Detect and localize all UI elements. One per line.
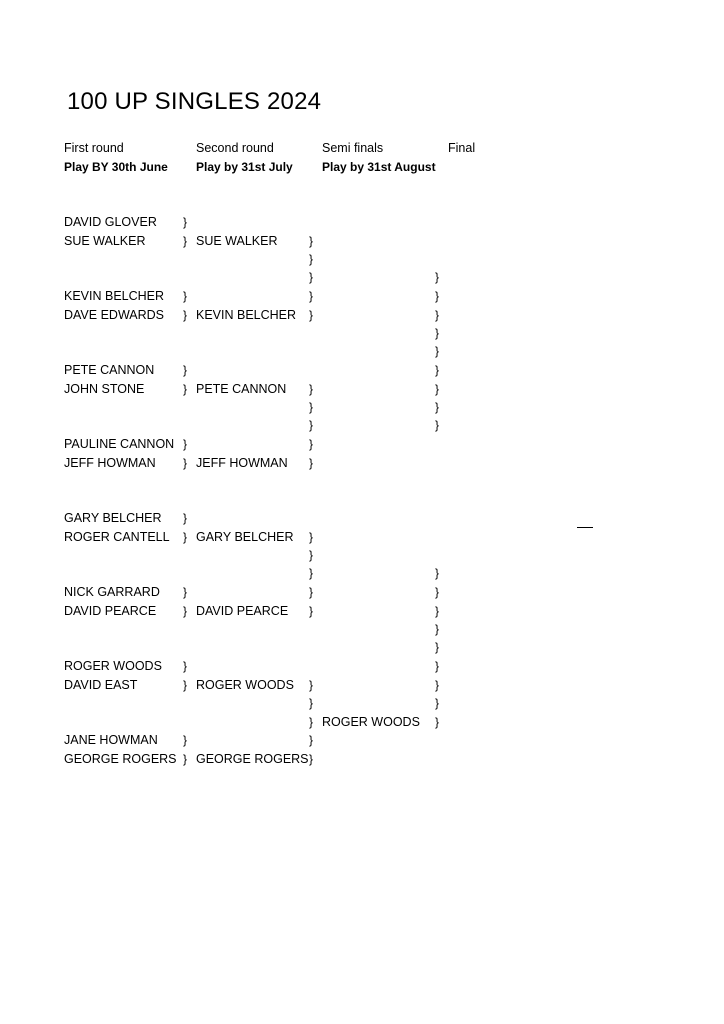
- first-round-player: ROGER WOODS: [64, 659, 162, 673]
- first-round-header: First round: [64, 141, 124, 155]
- semi-finals-header: Semi finals: [322, 141, 384, 155]
- first-round-player: DAVID PEARCE: [64, 604, 157, 618]
- bracket-brace: }: [435, 659, 440, 673]
- bracket-brace: }: [309, 604, 314, 618]
- bracket-brace: }: [309, 715, 314, 729]
- bracket-brace: }: [309, 530, 314, 544]
- bracket-brace: }: [435, 640, 440, 654]
- bracket-brace: }: [309, 456, 314, 470]
- second-round-player: GARY BELCHER: [196, 530, 294, 544]
- bracket-brace: }: [309, 733, 314, 747]
- first-round-player: GARY BELCHER: [64, 511, 162, 525]
- second-round-player: DAVID PEARCE: [196, 604, 289, 618]
- bracket-brace: }: [309, 437, 314, 451]
- bracket-brace: }: [309, 585, 314, 599]
- bracket-brace: }: [309, 270, 314, 284]
- bracket-brace: }: [435, 326, 440, 340]
- bracket-brace: }: [309, 308, 314, 322]
- bracket-brace: }: [183, 659, 188, 673]
- bracket-brace: }: [309, 234, 314, 248]
- first-round-player: ROGER CANTELL: [64, 530, 170, 544]
- bracket-brace: }: [309, 382, 314, 396]
- bracket-brace: }: [435, 363, 440, 377]
- first-round-player: DAVID GLOVER: [64, 215, 157, 229]
- bracket-brace: }: [435, 382, 440, 396]
- first-round-player: PETE CANNON: [64, 363, 155, 377]
- bracket-brace: }: [435, 678, 440, 692]
- bracket-brace: }: [309, 289, 314, 303]
- second-round-player: KEVIN BELCHER: [196, 308, 297, 322]
- second-round-deadline: Play by 31st July: [196, 160, 293, 174]
- first-round-player: JEFF HOWMAN: [64, 456, 156, 470]
- final-line: [577, 527, 593, 528]
- second-round-player: GEORGE ROGERS: [196, 752, 309, 766]
- bracket-brace: }: [309, 252, 314, 266]
- first-round-player: NICK GARRARD: [64, 585, 160, 599]
- first-round-player: DAVE EDWARDS: [64, 308, 165, 322]
- second-round-player: SUE WALKER: [196, 234, 278, 248]
- bracket-brace: }: [309, 696, 314, 710]
- second-round-player: PETE CANNON: [196, 382, 287, 396]
- second-round-player: JEFF HOWMAN: [196, 456, 288, 470]
- semi-final-player: ROGER WOODS: [322, 715, 420, 729]
- first-round-player: JANE HOWMAN: [64, 733, 158, 747]
- first-round-player: KEVIN BELCHER: [64, 289, 165, 303]
- bracket-brace: }: [435, 308, 440, 322]
- final-header: Final: [448, 141, 476, 155]
- bracket-brace: }: [435, 715, 440, 729]
- bracket-brace: }: [309, 400, 314, 414]
- first-round-deadline: Play BY 30th June: [64, 160, 168, 174]
- bracket-brace: }: [183, 215, 188, 229]
- second-round-header: Second round: [196, 141, 274, 155]
- bracket-brace: }: [183, 437, 188, 451]
- bracket-brace: }: [435, 696, 440, 710]
- bracket-brace: }: [309, 418, 314, 432]
- bracket-brace: }: [183, 363, 188, 377]
- first-round-player: PAULINE CANNON: [64, 437, 175, 451]
- bracket-brace: }: [183, 289, 188, 303]
- bracket-brace: }: [435, 400, 440, 414]
- bracket-brace: }: [183, 234, 188, 248]
- second-round-player: ROGER WOODS: [196, 678, 294, 692]
- semi-finals-deadline: Play by 31st August: [322, 160, 436, 174]
- bracket-brace: }: [435, 418, 440, 432]
- bracket-brace: }: [183, 511, 188, 525]
- bracket-brace: }: [309, 678, 314, 692]
- bracket-brace: }: [183, 604, 188, 618]
- bracket-brace: }: [183, 308, 188, 322]
- bracket-brace: }: [435, 566, 440, 580]
- first-round-player: DAVID EAST: [64, 678, 138, 692]
- bracket-brace: }: [183, 585, 188, 599]
- bracket-brace: }: [309, 566, 314, 580]
- bracket-brace: }: [183, 382, 188, 396]
- bracket-brace: }: [183, 678, 188, 692]
- bracket-brace: }: [435, 604, 440, 618]
- bracket-brace: }: [435, 289, 440, 303]
- bracket-brace: }: [309, 548, 314, 562]
- page-title: 100 UP SINGLES 2024: [67, 88, 322, 115]
- first-round-player: SUE WALKER: [64, 234, 146, 248]
- bracket-brace: }: [183, 752, 188, 766]
- bracket-brace: }: [435, 622, 440, 636]
- bracket-brace: }: [183, 733, 188, 747]
- bracket-brace: }: [183, 456, 188, 470]
- bracket-brace: }: [309, 752, 314, 766]
- first-round-player: JOHN STONE: [64, 382, 145, 396]
- bracket-brace: }: [183, 530, 188, 544]
- bracket-brace: }: [435, 585, 440, 599]
- bracket-brace: }: [435, 344, 440, 358]
- bracket-brace: }: [435, 270, 440, 284]
- first-round-player: GEORGE ROGERS: [64, 752, 177, 766]
